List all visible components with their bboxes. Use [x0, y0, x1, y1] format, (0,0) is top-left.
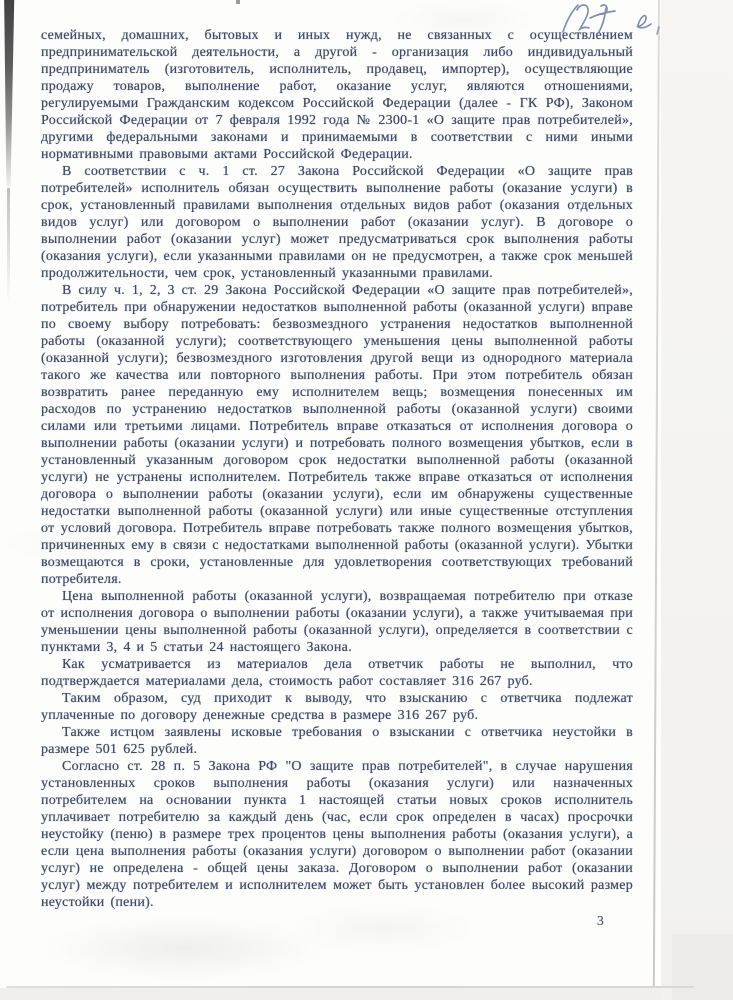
scan-background-corner: [672, 934, 733, 1000]
handwritten-mark-icon: [556, 1, 662, 39]
paragraph: В соответствии с ч. 1 ст. 27 Закона Российской Федерации «О защите прав потребителей» исполнитель обязан осуществить выполнение работы (оказание услуги) в срок, установленный правилами выполнения отдельных видов работ (оказания отдельных видов услуг) или договором о выполнении работ (оказании услуг). В договоре о выполнении работ (оказании услуг) может предусматриваться срок выполнения работы (оказания услуги), если указанными правилами он не предусмотрен, а также срок меньшей продолжительности, чем срок, установленный указанными правилами.: [41, 164, 633, 281]
paper-edge-bottom: [6, 986, 694, 988]
paragraph: Также истцом заявлены исковые требования о взыскании с ответчика неустойки в размере 501 625 рублей.: [41, 725, 633, 757]
paragraph: В силу ч. 1, 2, 3 ст. 29 Закона Российской Федерации «О защите прав потребителей», потребитель при обнаружении недостатков выполненной работы (оказанной услуги) вправе по своему выбору потребовать: безвозмездного устранения недостатков выполненной работы (оказанной услуги); соответствующего уменьшения цены выполненной работы (оказанной услуги); безвозмездного изготовления другой вещи из однородного материала такого же качества или повторного выполнения работы. При этом потребитель обязан возвратить ранее переданную ему исполнителем вещь; возмещения понесенных им расходов по устранению недостатков выполненной работы (оказанной услуги) своими силами или третьими лицами. Потребитель вправе отказаться от исполнения договора о выполнении работы (оказании услуги) и потребовать полного возмещения убытков, если в установленный указанным договором срок недостатки выполненной работы (оказанной услуги) не устранены исполнителем. Потребитель также вправе отказаться от исполнения договора о выполнении работы (оказании услуги), если им обнаружены существенные недостатки выполненной работы (оказанной услуги) или иные существенные отступления от условий договора. Потребитель вправе потребовать также полного возмещения убытков, причиненных ему в связи с недостатками выполненной работы (оказанной услуги). Убытки возмещаются в сроки, установленные для удовлетворения соответствующих требований потребителя.: [41, 283, 633, 587]
paragraph: Как усматривается из материалов дела ответчик работы не выполнил, что подтверждается материалами дела, стоимость работ составляет 316 267 руб.: [41, 657, 633, 689]
page-number: 3: [597, 913, 604, 928]
scan-background-right: [661, 0, 733, 1000]
paragraph: Цена выполненной работы (оказанной услуги), возвращаемая потребителю при отказе от исполнения договора о выполнении работы (оказании услуги), а также учитываемая при уменьшении цены выполненной работы (оказанной услуги), определяется в соответствии с пунктами 3, 4 и 5 статьи 24 настоящего Закона.: [41, 589, 633, 655]
paragraph: Таким образом, суд приходит к выводу, что взысканию с ответчика подлежат уплаченные по договору денежные средства в размере 316 267 руб.: [41, 691, 633, 723]
scan-edge-shadow-tail: [7, 188, 10, 303]
paragraph: семейных, домашних, бытовых и иных нужд, не связанных с осуществлением предпринимательской деятельности, а другой - организация либо индивидуальный предприниматель (изготовитель, исполнитель, продавец, импортер), осуществляющие продажу товаров, выполнение работ, оказание услуг, являются отношениями, регулируемыми Гражданским кодексом Российской Федерации (далее - ГК РФ), Законом Российской Федерации от 7 февраля 1992 года № 2300-1 «О защите прав потребителей», другими федеральными законами и принимаемыми в соответствии с ними иными нормативными правовыми актами Российской Федерации.: [41, 28, 633, 162]
scan-artifact-dot: [236, 0, 240, 4]
document-body-text: [41, 27, 633, 911]
paragraph: Согласно ст. 28 п. 5 Закона РФ "О защите прав потребителей", в случае нарушения установленных сроков выполнения работы (оказания услуги) или назначенных потребителем на основании пункта 1 настоящей статьи новых сроков исполнитель уплачивает потребителю за каждый день (час, если срок определен в часах) просрочки неустойку (пеню) в размере трех процентов цены выполнения работы (оказания услуги), а если цена выполнения работы (оказания услуги) договором о выполнении работ (оказании услуг) не определена - общей цены заказа. Договором о выполнении работ (оказании услуг) между потребителем и исполнителем может быть установлен более высокий размер неустойки (пени).: [41, 759, 633, 910]
